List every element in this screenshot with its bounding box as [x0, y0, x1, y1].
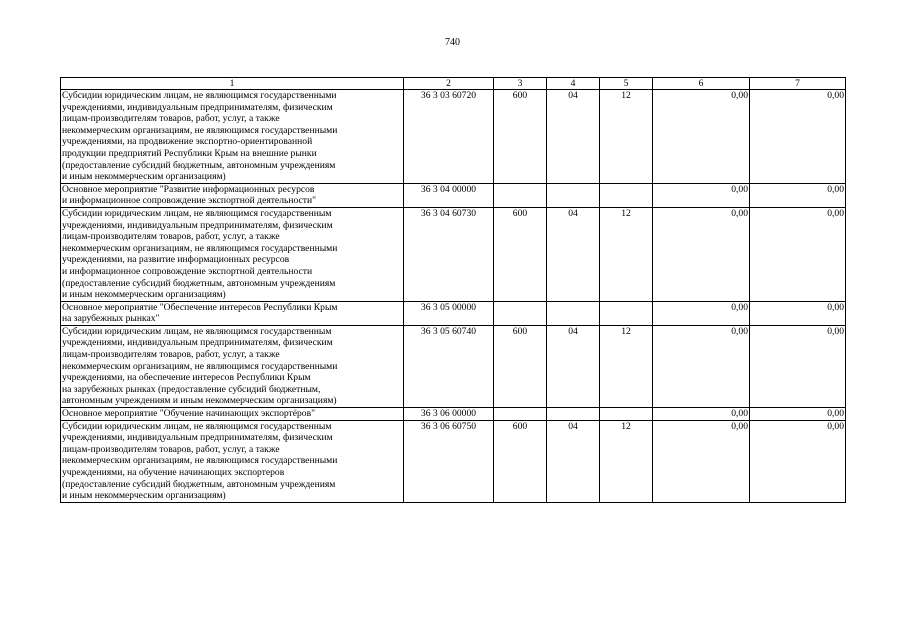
row-c7: 0,00 [750, 183, 846, 207]
row-c5: 12 [600, 90, 653, 184]
row-c3: 600 [494, 325, 547, 407]
row-c3 [494, 301, 547, 325]
row-c5 [600, 301, 653, 325]
row-name: Основное мероприятие "Обучение начинающих экспортёров" [61, 408, 404, 421]
row-c4: 04 [547, 90, 600, 184]
row-c7: 0,00 [750, 420, 846, 502]
column-header-5: 5 [600, 78, 653, 90]
row-name: Субсидии юридическим лицам, не являющимся государственным учреждениями, индивидуальным предпринимателям, физическим лицам-производителям товаров, работ, услуг, а также некоммерческим организациям, не являющимся государственными учреждениями, на обеспечение интересов Республики Крым на зарубежных рынках (предоставление субсидий бюджетным, автономным учреждениям и иным некоммерческим организациям) [61, 325, 404, 407]
row-c4 [547, 301, 600, 325]
row-c5: 12 [600, 207, 653, 301]
row-c5: 12 [600, 420, 653, 502]
row-code: 36 3 04 60730 [404, 207, 494, 301]
header-row [61, 78, 846, 90]
row-c6: 0,00 [653, 301, 750, 325]
row-c3: 600 [494, 207, 547, 301]
row-c5 [600, 408, 653, 421]
row-c4: 04 [547, 207, 600, 301]
row-name: Субсидии юридическим лицам, не являющимся государственным учреждениями, индивидуальным предпринимателям, физическим лицам-производителям товаров, работ, услуг, а также некоммерческим организациям, не являющимся государственными учреждениями, на развитие информационных ресурсов и информационное сопровождение экспортной деятельности (предоставление субсидий бюджетным, автономным учреждениям и иным некоммерческим организациям) [61, 207, 404, 301]
row-code: 36 3 04 00000 [404, 183, 494, 207]
row-c7: 0,00 [750, 408, 846, 421]
row-name: Субсидии юридическим лицам, не являющимся государственными учреждениями, индивидуальным предпринимателям, физическим лицам-производителям товаров, работ, услуг, а также некоммерческим организациям, не являющимся государственными учреждениями, на продвижение экспортно-ориентированной продукции предприятий Республики Крым на внешние рынки (предоставление субсидий бюджетным, автономным учреждениям и иным некоммерческим организациям) [61, 90, 404, 184]
row-c7: 0,00 [750, 207, 846, 301]
row-code: 36 3 03 60720 [404, 90, 494, 184]
column-header-3: 3 [494, 78, 547, 90]
row-c6: 0,00 [653, 325, 750, 407]
row-c7: 0,00 [750, 301, 846, 325]
budget-table [60, 77, 846, 503]
column-header-4: 4 [547, 78, 600, 90]
column-header-2: 2 [404, 78, 494, 90]
table-row [61, 408, 846, 421]
column-header-6: 6 [653, 78, 750, 90]
row-name: Основное мероприятие "Обеспечение интересов Республики Крым на зарубежных рынках" [61, 301, 404, 325]
row-c7: 0,00 [750, 325, 846, 407]
row-c7: 0,00 [750, 90, 846, 184]
row-name: Субсидии юридическим лицам, не являющимся государственным учреждениями, индивидуальным предпринимателям, физическим лицам-производителям товаров, работ, услуг, а также некоммерческим организациям, не являющимся государственными учреждениями, на обучение начинающих экспортеров (предоставление субсидий бюджетным, автономным учреждениям и иным некоммерческим организациям) [61, 420, 404, 502]
row-code: 36 3 05 00000 [404, 301, 494, 325]
column-header-7: 7 [750, 78, 846, 90]
row-c4: 04 [547, 325, 600, 407]
row-c5 [600, 183, 653, 207]
row-c3: 600 [494, 420, 547, 502]
row-c6: 0,00 [653, 183, 750, 207]
row-c3 [494, 408, 547, 421]
page-number: 740 [445, 37, 460, 48]
row-c6: 0,00 [653, 408, 750, 421]
row-c4 [547, 408, 600, 421]
table-row [61, 90, 846, 184]
table-row [61, 183, 846, 207]
row-code: 36 3 05 60740 [404, 325, 494, 407]
row-c4 [547, 183, 600, 207]
row-c6: 0,00 [653, 420, 750, 502]
row-c3: 600 [494, 90, 547, 184]
row-c6: 0,00 [653, 90, 750, 184]
row-c5: 12 [600, 325, 653, 407]
row-code: 36 3 06 60750 [404, 420, 494, 502]
row-c6: 0,00 [653, 207, 750, 301]
row-c3 [494, 183, 547, 207]
column-header-1: 1 [61, 78, 404, 90]
row-code: 36 3 06 00000 [404, 408, 494, 421]
table-row [61, 325, 846, 407]
table-row [61, 420, 846, 502]
row-name: Основное мероприятие "Развитие информационных ресурсов и информационное сопровождение экспортной деятельности" [61, 183, 404, 207]
row-c4: 04 [547, 420, 600, 502]
table-row [61, 301, 846, 325]
table-row [61, 207, 846, 301]
